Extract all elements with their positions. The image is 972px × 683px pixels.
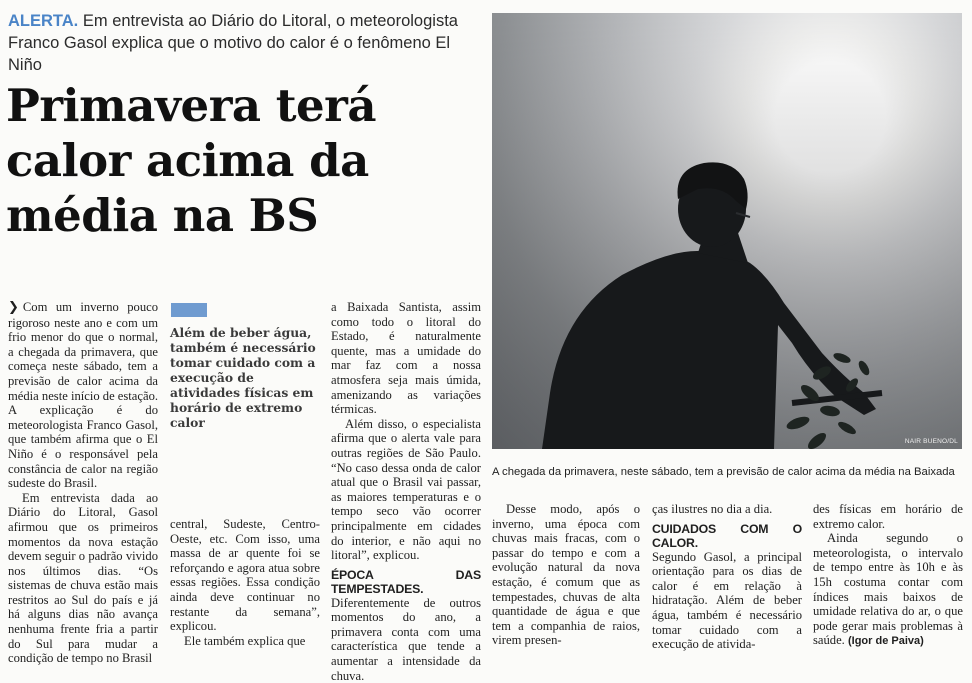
paragraph: a Baixada Santista, assim como todo o litoral do Estado, é naturalmente quente, mas a umidade do mar faz com a nossa atmosfera seja mais úmida, amenizando as variações térmicas. <box>331 300 481 417</box>
article-column-3 <box>331 300 481 683</box>
paragraph: Além disso, o especialista afirma que o alerta vale para outras regiões de São Paulo. “No caso dessa onda de calor atual que o Brasil vai passar, as maiores temperaturas e o tempo seco vão ocorrer principalmente em cidades do interior, e não aqui no litoral”, explicou. <box>331 416 481 563</box>
article-column-2 <box>170 517 320 648</box>
paragraph: central, Sudeste, Centro-Oeste, etc. Com isso, uma massa de ar quente foi se reforçando e agora atua sobre essas regiões. Essa condição ainda deve continuar no restante da semana”, explicou. <box>170 517 320 634</box>
article-column-6 <box>813 502 963 649</box>
paragraph: Em entrevista dada ao Diário do Litoral, Gasol afirmou que os primeiros momentos da nova estação devem seguir o padrão vivido nos últimos dias. “Os sistemas de chuva estão mais restritos ao Sul do país e já há alguns dias não avança nenhuma frente fria a partir do Sul para mudar a condição de tempo no Brasil <box>8 490 158 666</box>
photo-caption: A chegada da primavera, neste sábado, tem a previsão de calor acima da média na Baixada <box>492 466 955 478</box>
headline-line-1: Primavera terá <box>6 79 377 132</box>
kicker-tag: ALERTA. <box>8 12 79 30</box>
article-column-4 <box>492 502 640 648</box>
pull-quote: Além de beber água, também é necessário tomar cuidado com a execução de atividades físicas em horário de extremo calor <box>170 325 316 430</box>
paragraph: Segundo Gasol, a principal orientação para os dias de calor é em relação à hidratação. Além de beber água, também é necessário tomar cuidado com a execução de ativida- <box>652 549 802 652</box>
paragraph-text: Com um inverno pouco rigoroso neste ano e com um frio menor do que o normal, a chegada da primavera, que começa neste sábado, tem a previsão de calor acima da média neste início de estação. A explicação é do meteorologista Franco Gasol, que também afirma que o El Niño é o responsável pela constância de calor na região sudeste do Brasil. <box>8 300 159 491</box>
headline-line-3: média na BS <box>6 189 319 242</box>
paragraph-text: Ainda segundo o meteorologista, o intervalo de tempo entre às 10h e às 15h costuma contar com índices mais baixos de umidade relativa do ar, o que pode gerar mais problemas à saúde. <box>813 531 963 648</box>
article-column-5 <box>652 502 802 652</box>
headline <box>6 78 476 243</box>
pull-quote-bar <box>171 303 207 317</box>
subheading-tempestades: ÉPOCA DAS TEMPESTADES. <box>331 567 481 596</box>
headline-line-2: calor acima da <box>6 134 369 187</box>
author-signature: (Igor de Paiva) <box>847 635 924 648</box>
article-column-1 <box>8 300 158 666</box>
paragraph: Diferentemente de outros momentos do ano, a primavera conta com uma característica que tende a aumentar a intensidade da chuva. <box>331 595 481 683</box>
paragraph: ças ilustres no dia a dia. <box>652 502 773 516</box>
photo-credit: NAIR BUENO/DL <box>904 438 958 445</box>
kicker <box>8 10 483 76</box>
subheading-cuidados: CUIDADOS COM O CALOR. <box>652 521 802 550</box>
paragraph <box>8 300 158 491</box>
paragraph: des físicas em horário de extremo calor. <box>813 502 963 531</box>
paragraph: Desse modo, após o inverno, uma época com chuvas mais fracas, com o passar do tempo e com a evolução natural da nova estação, é comum que as tempestades, chuvas de alta quantidade de água e que tem a companhia de raios, virem presen- <box>492 502 640 648</box>
cyclist-silhouette <box>492 13 962 449</box>
paragraph: Ele também explica que <box>184 633 306 648</box>
section-arrow-icon: ❯ <box>8 300 19 315</box>
kicker-text: Em entrevista ao Diário do Litoral, o meteorologista Franco Gasol explica que o motivo do calor é o fenômeno El Niño <box>8 12 458 74</box>
paragraph <box>813 531 963 649</box>
article-photo <box>492 13 962 449</box>
